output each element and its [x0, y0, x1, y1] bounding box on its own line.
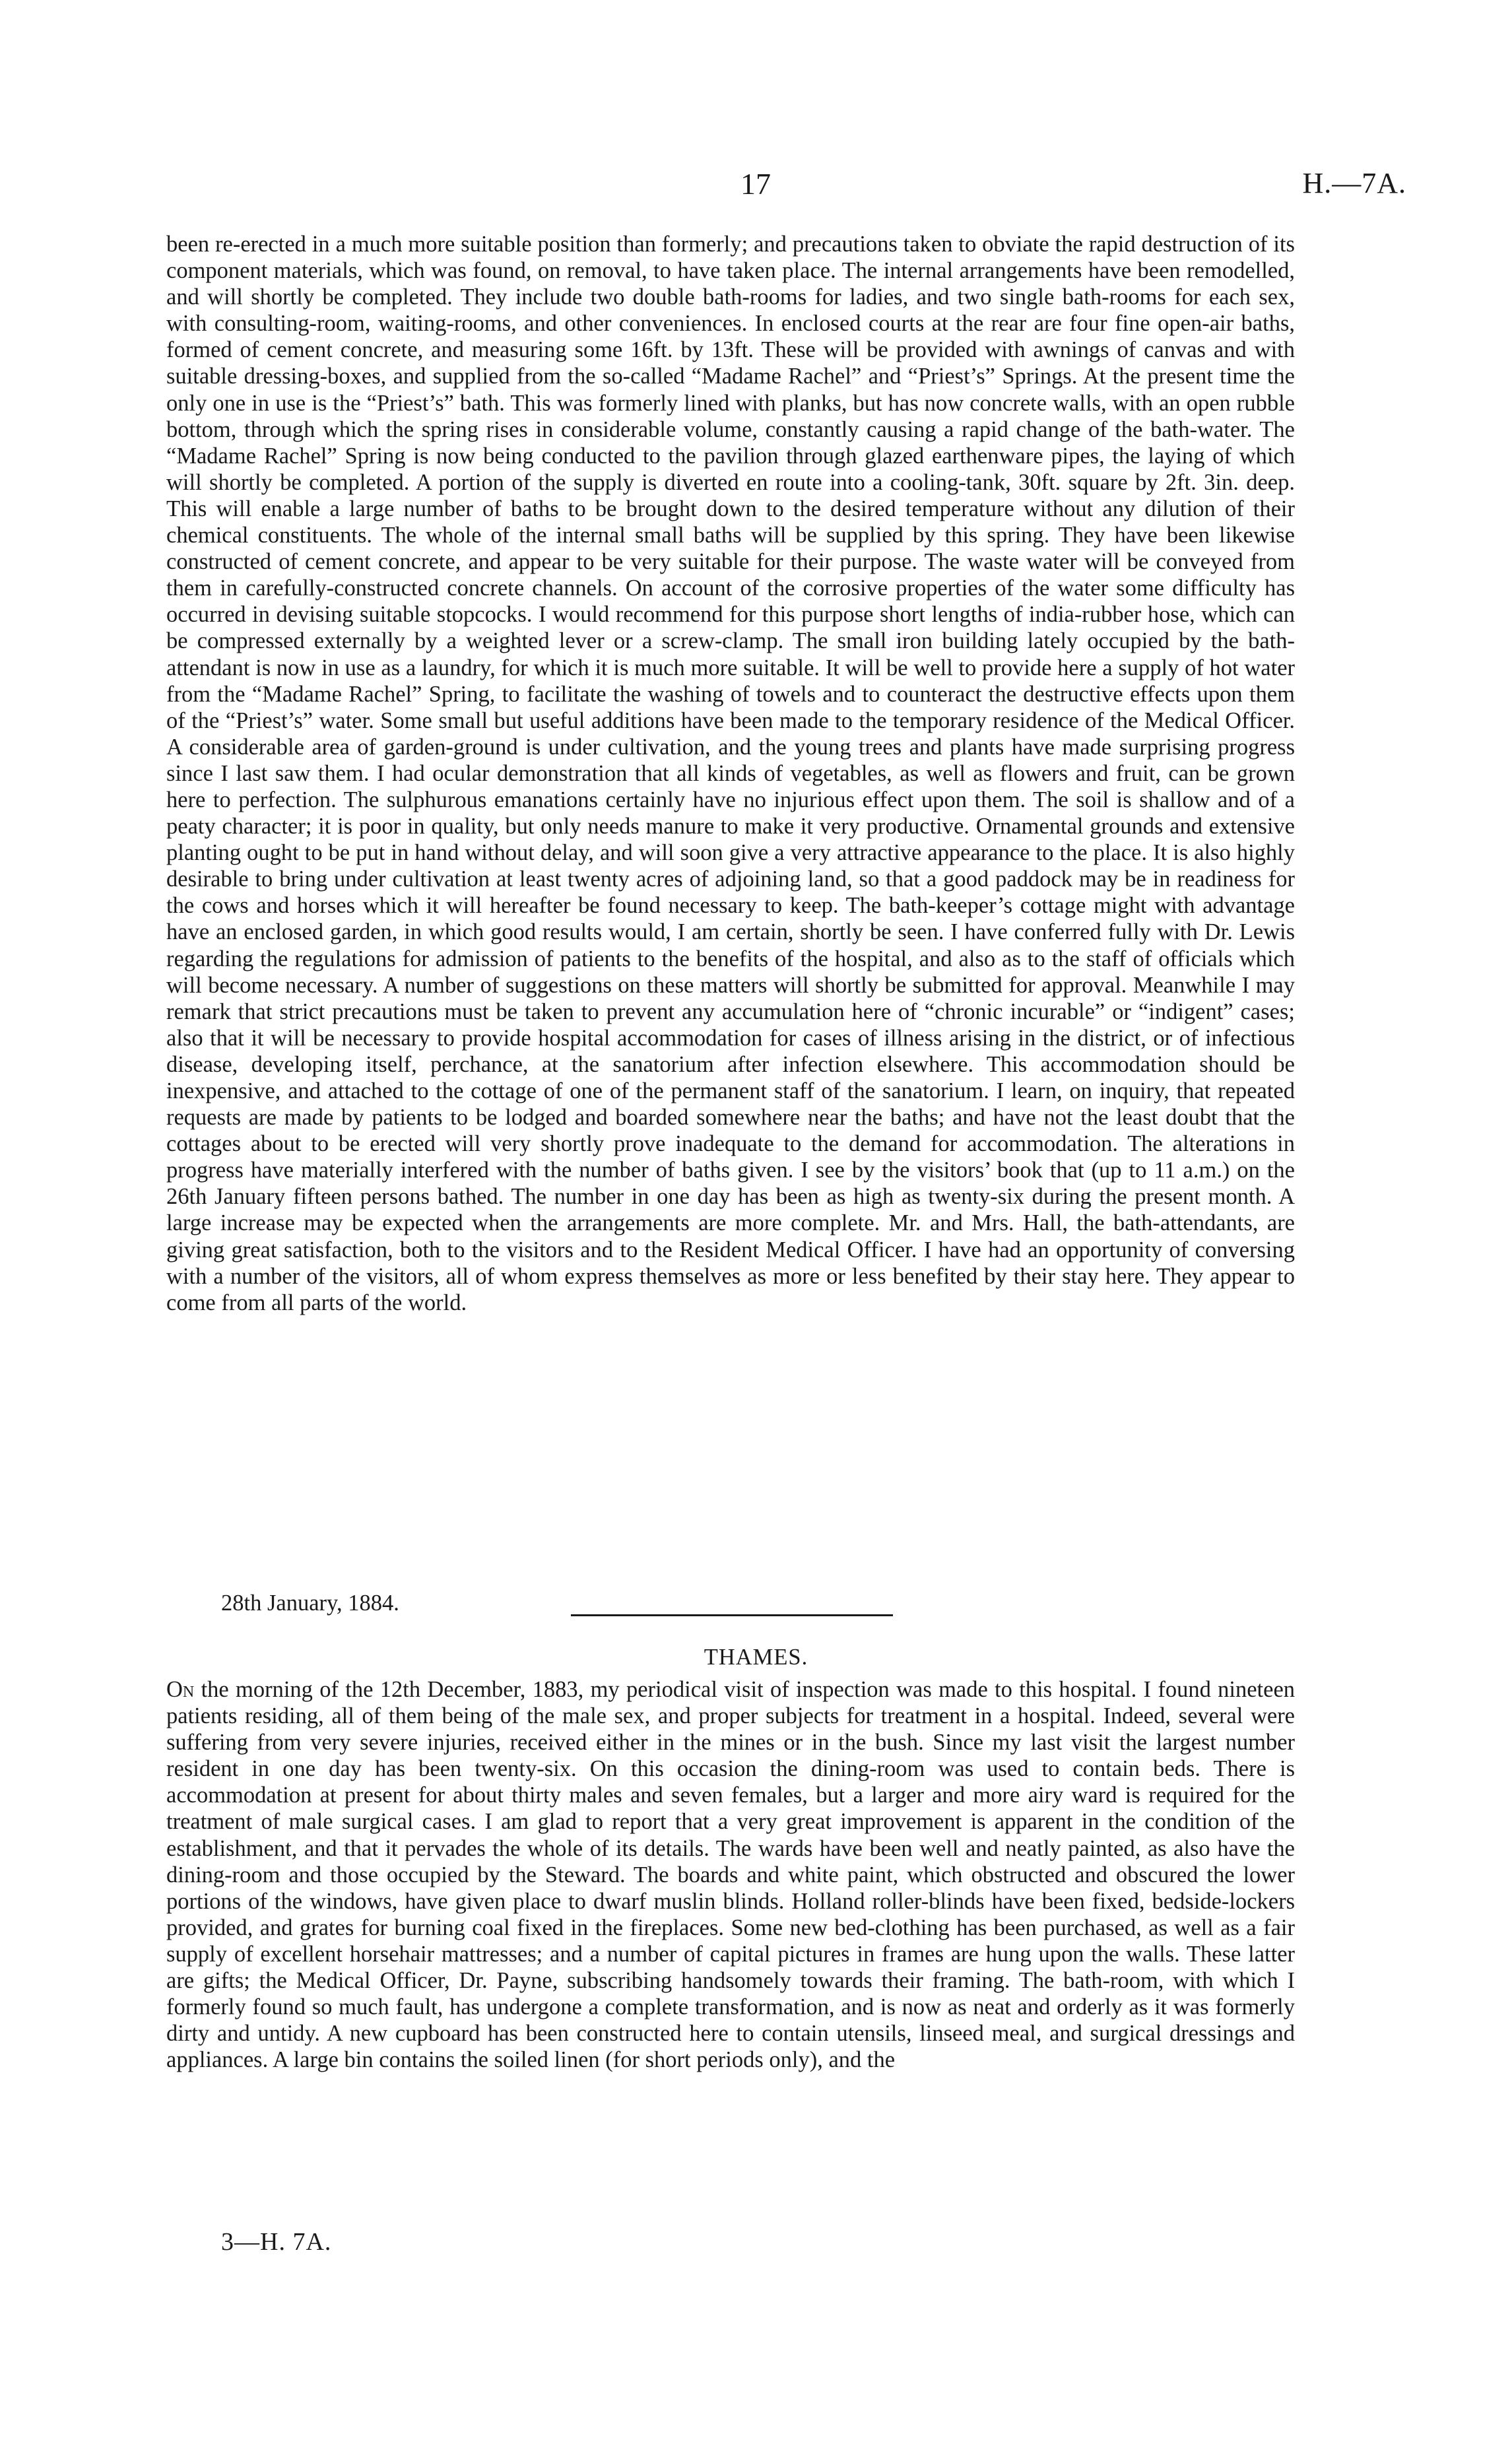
thames-text-block: [166, 1676, 1295, 2073]
thames-paragraph: the morning of the 12th December, 1883, my periodical visit of inspection was made to this hospital. I found nineteen patients residing, all of them being of the male sex, and proper subjects for treatment in a hospital. Indeed, several were suffering from very severe injuries, received either in the mines or in the bush. Since my last visit the largest number resident in one day has been twenty-six. On this occasion the dining-room was used to contain beds. There is accommodation at present for about thirty males and seven females, but a larger and more airy ward is required for the treatment of male surgical cases. I am glad to report that a very great improvement is apparent in the condition of the establishment, and that it pervades the whole of its details. The wards have been well and neatly painted, as also have the dining-room and those occupied by the Steward. The boards and white paint, which obstructed and obscured the lower portions of the windows, have given place to dwarf muslin blinds. Holland roller-blinds have been fixed, bedside-lockers provided, and grates for burning coal fixed in the fireplaces. Some new bed-clothing has been purchased, as well as a fair supply of excellent horsehair mattresses; and a number of capital pictures in frames are hung upon the walls. These latter are gifts; the Medical Officer, Dr. Payne, subscribing handsomely towards their framing. The bath-room, with which I formerly found so much fault, has undergone a complete transformation, and is now as neat and orderly as it was formerly dirty and untidy. A new cupboard has been constructed here to contain utensils, linseed meal, and surgical dressings and appliances. A large bin contains the soiled linen (for short periods only), and the: [166, 1677, 1296, 2073]
signature-code: 3—H. 7A.: [221, 2228, 332, 2256]
main-text-block: [166, 231, 1295, 1316]
continued-paragraph: been re-erected in a much more suitable position than formerly; and precautions taken to obviate the rapid destruction of its component materials, which was found, on removal, to have taken place. The internal arrangements have been remodelled, and will shortly be completed. They include two double bath-rooms for ladies, and two single bath-rooms for each sex, with consulting-room, waiting-rooms, and other conveniences. In enclosed courts at the rear are four fine open-air baths, formed of cement concrete, and measuring some 16ft. by 13ft. These will be provided with awnings of canvas and with suitable dressing-boxes, and supplied from the so-called “Madame Rachel” and “Priest’s” Springs. At the present time the only one in use is the “Priest’s” bath. This was formerly lined with planks, but has now concrete walls, with an open rubble bottom, through which the spring rises in considerable volume, constantly causing a rapid change of the bath-water. The “Madame Rachel” Spring is now being conducted to the pavilion through glazed earthenware pipes, the laying of which will shortly be completed. A portion of the supply is diverted en route into a cooling-tank, 30ft. square by 2ft. 3in. deep. This will enable a large number of baths to be brought down to the desired temperature without any dilution of their chemical constituents. The whole of the internal small baths will be supplied by this spring. They have been likewise constructed of cement concrete, and appear to be very suitable for their purpose. The waste water will be conveyed from them in carefully-constructed concrete channels. On account of the corrosive properties of the water some difficulty has occurred in devising suitable stopcocks. I would recommend for this purpose short lengths of india-rubber hose, which can be compressed externally by a weighted lever or a screw-clamp. The small iron building lately occupied by the bath-attendant is now in use as a laundry, for which it is much more suitable. It will be well to provide here a supply of hot water from the “Madame Rachel” Spring, to facilitate the washing of towels and to counteract the destructive effects upon them of the “Priest’s” water. Some small but useful additions have been made to the temporary residence of the Medical Officer. A considerable area of garden-ground is under cultivation, and the young trees and plants have made surprising progress since I last saw them. I had ocular demonstration that all kinds of vegetables, as well as flowers and fruit, can be grown here to perfection. The sulphurous emanations certainly have no injurious effect upon them. The soil is shallow and of a peaty character; it is poor in quality, but only needs manure to make it very productive. Ornamental grounds and extensive planting ought to be put in hand without delay, and will soon give a very attractive appearance to the place. It is also highly desirable to bring under cultivation at least twenty acres of adjoining land, so that a good paddock may be in readiness for the cows and horses which it will hereafter be found necessary to keep. The bath-keeper’s cottage might with advantage have an enclosed garden, in which good results would, I am certain, shortly be seen. I have conferred fully with Dr. Lewis regarding the regulations for admission of patients to the benefits of the hospital, and also as to the staff of officials which will become necessary. A number of suggestions on these matters will shortly be submitted for approval. Meanwhile I may remark that strict precautions must be taken to prevent any accumulation here of “chronic incurable” or “indigent” cases; also that it will be necessary to provide hospital accommodation for cases of illness arising in the district, or of infectious disease, developing itself, perchance, at the sanatorium after infection elsewhere. This accommodation should be inexpensive, and attached to the cottage of one of the permanent staff of the sanatorium. I learn, on inquiry, that repeated requests are made by patients to be lodged and boarded somewhere near the baths; and have not the least doubt that the cottages about to be erected will very shortly prove inadequate to the demand for accommodation. The alterations in progress have materially interfered with the number of baths given. I see by the visitors’ book that (up to 11 a.m.) on the 26th January fifteen persons bathed. The number in one day has been as high as twenty-six during the present month. A large increase may be expected when the arrangements are more complete. Mr. and Mrs. Hall, the bath-attendants, are giving great satisfaction, both to the visitors and to the Resident Medical Officer. I have had an opportunity of conversing with a number of the visitors, all of whom express themselves as more or less benefited by their stay here. They appear to come from all parts of the world.: [166, 232, 1295, 1315]
thames-first-word: On: [166, 1677, 195, 1702]
date-line: 28th January, 1884.: [221, 1591, 399, 1616]
thames-paragraph-container: [166, 1676, 1295, 2073]
page-number: 17: [740, 167, 771, 201]
section-title: THAMES.: [704, 1645, 808, 1670]
document-code: H.—7A.: [1302, 167, 1406, 199]
section-divider: [571, 1614, 893, 1616]
